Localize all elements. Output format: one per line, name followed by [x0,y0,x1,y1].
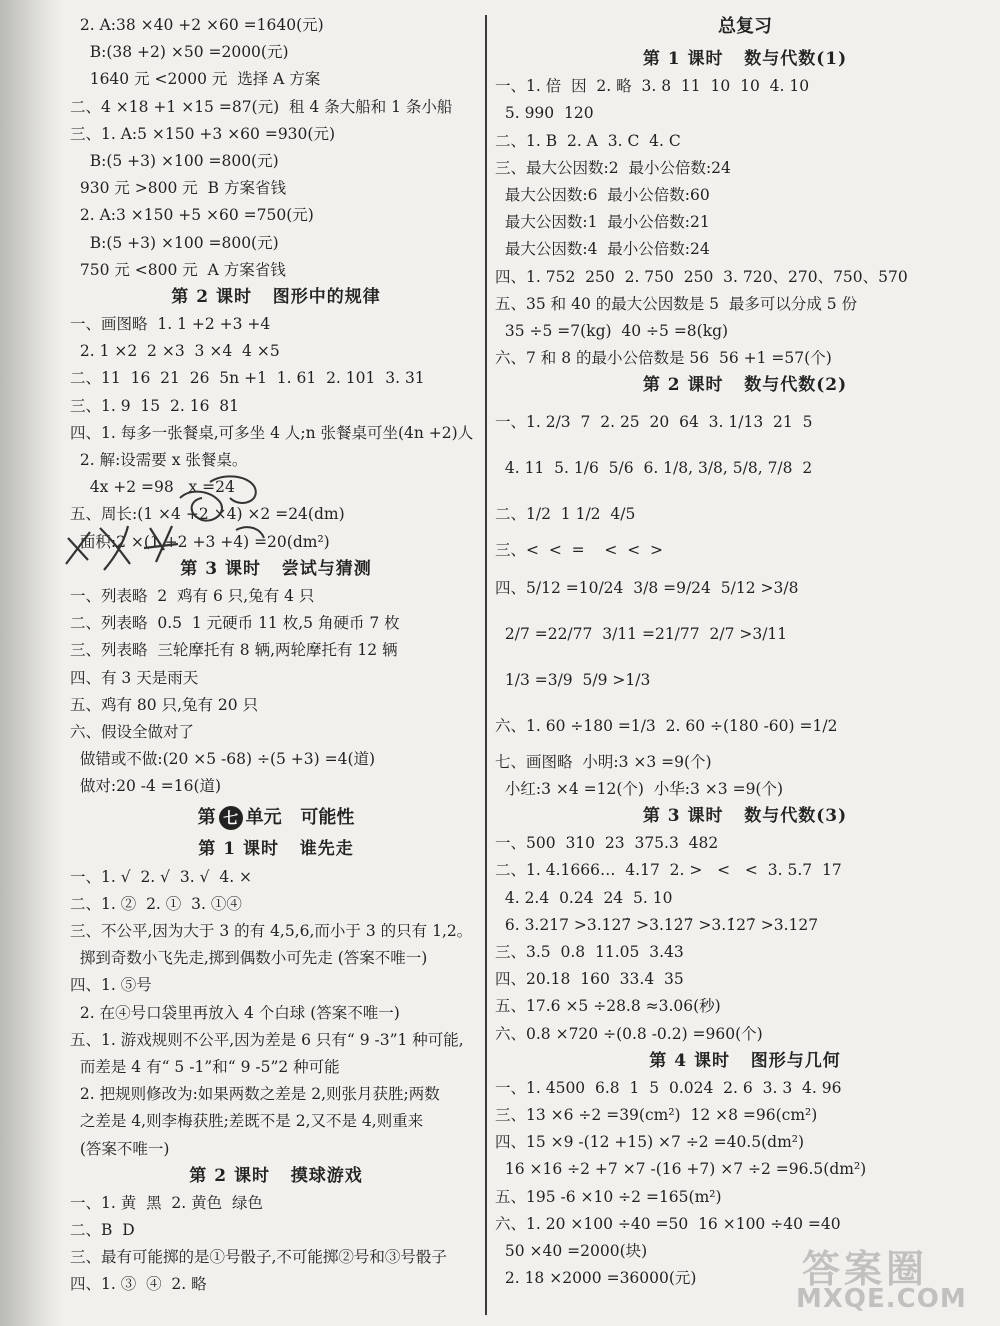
answer-line: 四、1. 752 250 2. 750 250 3. 720、270、750、570 [495,267,908,286]
answer-line: 三、13 ×6 ÷2 =39(cm²) 12 ×8 =96(cm²) [495,1106,818,1125]
answer-line: 1/3 =3/9 5/9 >1/3 [495,670,651,689]
answer-line: 2. 1 ×2 2 ×3 3 ×4 4 ×5 [70,342,280,361]
answer-line: 做对:20 -4 =16(道) [70,777,222,796]
answer-line: 5. 990 120 [495,104,594,123]
answer-line: 二、列表略 0.5 1 元硬币 11 枚,5 角硬币 7 枚 [70,614,400,633]
answer-line: 二、1. ② 2. ① 3. ①④ [70,894,242,913]
watermark-logo-text: 答案圈 [802,1247,929,1291]
column-divider [485,15,487,1315]
lesson-title: 第 4 课时 图形与几何 [649,1050,841,1071]
answer-line: 2. A:3 ×150 +5 ×60 =750(元) [70,206,314,225]
answer-line: 二、11 16 21 26 5n +1 1. 61 2. 101 3. 31 [70,369,425,388]
answer-line: 最大公因数:6 最小公倍数:60 [495,185,710,204]
answer-line: 二、1. B 2. A 3. C 4. C [495,131,681,150]
watermark-url: MXQE.COM [796,1284,967,1314]
answer-line: 五、17.6 ×5 ÷28.8 ≈3.06(秒) [495,997,721,1016]
answer-line: 4. 11 5. 1/6 5/6 6. 1/8, 3/8, 5/8, 7/8 2 [495,459,813,478]
answer-line: 一、500 310 23 375.3 482 [495,834,719,853]
answer-line: 五、195 -6 ×10 ÷2 =165(m²) [495,1187,722,1206]
lesson-title: 第 2 课时 摸球游戏 [189,1165,363,1186]
answer-line: (答案不唯一) [70,1139,170,1158]
answer-line: 2. 在④号口袋里再放入 4 个白球 (答案不唯一) [70,1003,400,1022]
answer-line: 五、35 和 40 的最大公因数是 5 最多可以分成 5 份 [495,294,858,313]
answer-line: 二、1/2 1 1/2 4/5 [495,505,636,524]
answer-line: 而差是 4 有“ 5 -1”和“ 9 -5”2 种可能 [70,1057,340,1076]
answer-line: 四、有 3 天是雨天 [70,668,199,687]
answer-line: 一、1. 黄 黑 2. 黄色 绿色 [70,1193,263,1212]
answer-line: 三、最大公因数:2 最小公倍数:24 [495,158,731,177]
answer-line: 一、1. 倍 因 2. 略 3. 8 11 10 10 4. 10 [495,77,810,96]
answer-line: 2. A:38 ×40 +2 ×60 =1640(元) [70,16,324,34]
answer-line: 七、画图略 小明:3 ×3 =9(个) [495,752,712,771]
lesson-title: 第 1 课时 谁先走 [198,839,354,860]
answer-line: 一、1. 4500 6.8 1 5 0.024 2. 6 3. 3 4. 96 [495,1078,842,1097]
answer-line: 掷到奇数小飞先走,掷到偶数小可先走 (答案不唯一) [70,949,428,968]
answer-line: 二、4 ×18 +1 ×15 =87(元) 租 4 条大船和 1 条小船 [70,97,453,116]
answer-line: 之差是 4,则李梅获胜;差既不是 2,又不是 4,则重来 [70,1112,424,1131]
site-watermark [792,1238,992,1318]
page-title: 总复习 [718,16,772,37]
answer-line: 2. 18 ×2000 =36000(元) [495,1269,697,1288]
lesson-title: 第 1 课时 数与代数(1) [642,49,848,69]
answer-line: 最大公因数:4 最小公倍数:24 [495,240,710,259]
answer-line: 四、1. ⑤号 [70,976,152,995]
handwritten-scribble [60,468,280,578]
answer-line: 小红:3 ×4 =12(个) 小华:3 ×3 =9(个) [495,779,784,798]
answer-line: 二、B D [70,1221,135,1240]
lesson-title: 第 3 课时 尝试与猜测 [180,558,372,579]
answer-line: 4. 2.4 0.24 24 5. 10 [495,888,673,907]
answer-line: 六、假设全做对了 [70,722,195,741]
answer-line: 2. 解:设需要 x 张餐桌。 [70,451,248,469]
lesson-title: 第 3 课时 数与代数(3) [642,806,848,826]
unit-title [70,800,482,836]
answer-line: 一、列表略 2 鸡有 6 只,兔有 4 只 [70,586,315,605]
answer-line: 做错或不做:(20 ×5 -68) ÷(5 +3) =4(道) [70,750,376,769]
answer-line: 750 元 <800 元 A 方案省钱 [70,260,286,279]
answer-line: 1640 元 <2000 元 选择 A 方案 [70,70,321,89]
lesson-title: 第 2 课时 数与代数(2) [642,375,848,396]
answer-line: 一、1. 2/3 7 2. 25 20 64 3. 1/13 21 5 [495,413,813,432]
answer-line: 三、3.5 0.8 11.05 3.43 [495,942,684,961]
answer-line: 二、1. 4.1666… 4.17 2. > < < 3. 5.7 17 [495,861,842,880]
answer-line: 六、1. 20 ×100 ÷40 =50 16 ×100 ÷40 =40 [495,1214,841,1233]
page-shadow [0,0,62,1326]
unit-title-suffix: 单元 可能性 [245,807,355,829]
answer-line: 四、1. ③ ④ 2. 略 [70,1275,207,1294]
lesson-title: 第 2 课时 图形中的规律 [171,286,381,307]
answer-line: 六、0.8 ×720 ÷(0.8 -0.2) =960(个) [495,1024,763,1043]
answer-line: 6. 3.217 >3.127̇ >3.12̇7̇ >3.1̇27̇ >3.127 [495,915,819,934]
answer-line: 一、1. √ 2. √ 3. √ 4. × [70,867,253,886]
answer-line: 四、5/12 =10/24 3/8 =9/24 5/12 >3/8 [495,578,799,597]
answer-line: 2/7 =22/77 3/11 =21/77 2/7 >3/11 [495,624,788,643]
answer-line: 四、20.18 160 33.4 35 [495,970,684,989]
left-column [70,12,482,1299]
answer-line: 2. 把规则修改为:如果两数之差是 2,则张月获胜;两数 [70,1085,440,1104]
answer-line: 五、1. 游戏规则不公平,因为差是 6 只有“ 9 -3”1 种可能, [70,1030,464,1049]
right-column [495,12,995,1292]
answer-line: 16 ×16 ÷2 +7 ×7 -(16 +7) ×7 ÷2 =96.5(dm²) [495,1160,867,1179]
answer-line: B:(5 +3) ×100 =800(元) [70,151,279,170]
answer-line: B:(38 +2) ×50 =2000(元) [70,43,289,62]
answer-line: 4x +2 =98 x =24 [70,478,235,497]
answer-line: 一、画图略 1. 1 +2 +3 +4 [70,315,271,334]
answer-line: B:(5 +3) ×100 =800(元) [70,233,279,252]
unit-title-prefix: 第 [197,807,216,829]
answer-line: 五、周长:(1 ×4 +2 ×4) ×2 =24(dm) [70,505,345,524]
answer-line: 三、< < = < < > [495,541,664,560]
answer-line: 35 ÷5 =7(kg) 40 ÷5 =8(kg) [495,321,729,340]
answer-line: 50 ×40 =2000(块) [495,1242,648,1260]
answer-line: 六、1. 60 ÷180 =1/3 2. 60 ÷(180 -60) =1/2 [495,716,838,735]
answer-line: 面积:2 ×(1 +2 +3 +4) =20(dm²) [70,532,330,551]
answer-line: 930 元 >800 元 B 方案省钱 [70,179,286,198]
answer-line: 五、鸡有 80 只,兔有 20 只 [70,695,259,714]
answer-line: 六、7 和 8 的最小公倍数是 56 56 +1 =57(个) [495,349,832,368]
answer-line: 最大公因数:1 最小公倍数:21 [495,213,710,232]
answer-line: 四、1. 每多一张餐桌,可多坐 4 人;n 张餐桌可坐(4n +2)人 [70,423,474,442]
answer-line: 三、不公平,因为大于 3 的有 4,5,6,而小于 3 的只有 1,2。 [70,922,473,940]
answer-line: 四、15 ×9 -(12 +15) ×7 ÷2 =40.5(dm²) [495,1133,805,1152]
answer-line: 三、最有可能掷的是①号骰子,不可能掷②号和③号骰子 [70,1248,447,1267]
answer-line: 三、1. A:5 ×150 +3 ×60 =930(元) [70,124,335,143]
answer-line: 三、1. 9 15 2. 16 81 [70,396,240,415]
unit-number-badge: 七 [219,806,243,830]
answer-line: 三、列表略 三轮摩托有 8 辆,两轮摩托有 12 辆 [70,641,398,660]
